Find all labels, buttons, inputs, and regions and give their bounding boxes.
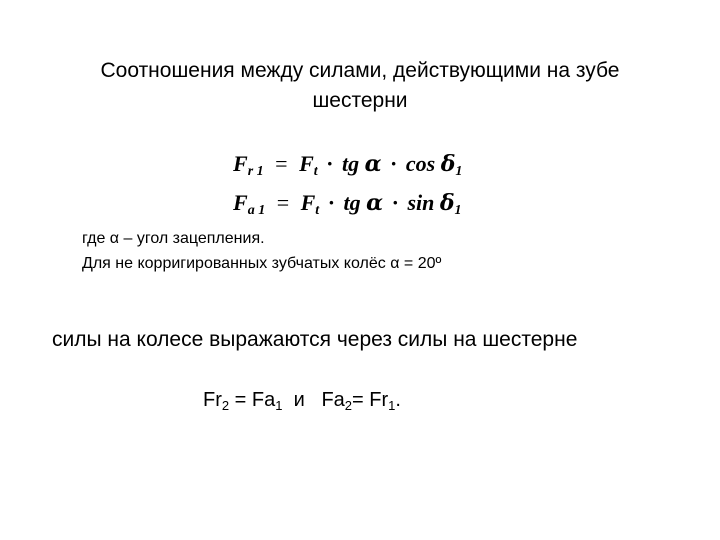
formula-subscript: t	[313, 164, 318, 179]
function-tg: tg	[343, 190, 361, 215]
relation-subscript: 1	[388, 398, 396, 413]
formula-symbol: F	[233, 190, 248, 215]
relation-subscript: 2	[221, 398, 230, 413]
formula-subscript: t	[315, 203, 320, 218]
formula-subscript: 1	[454, 203, 462, 218]
equals-sign: =	[275, 151, 288, 176]
relation-part: Fr	[203, 389, 222, 411]
function-tg: tg	[341, 151, 360, 176]
formula-symbol: F	[299, 151, 314, 176]
formula-symbol: F	[300, 190, 316, 215]
alpha-symbol: α	[364, 151, 382, 177]
wheel-forces-text: силы на колесе выражаются через силы на шестерне	[52, 328, 578, 351]
formula-symbol: F	[233, 151, 248, 176]
formula-subscript: 1	[455, 164, 463, 179]
multiply-dot: ·	[390, 151, 398, 176]
formula-subscript: a 1	[247, 203, 266, 218]
equals-sign: =	[276, 190, 290, 215]
delta-symbol: δ	[440, 151, 456, 177]
function-cos: cos	[405, 151, 436, 176]
title-line-2: шестерни	[312, 89, 408, 112]
multiply-dot: ·	[326, 151, 334, 176]
relation-part: = Fa	[229, 389, 276, 411]
force-relation	[203, 386, 401, 420]
multiply-dot: ·	[391, 190, 399, 215]
formula-axial-force	[233, 187, 462, 226]
formula-radial-force	[233, 148, 462, 187]
slide-title	[40, 56, 680, 116]
notes-block	[82, 226, 441, 276]
multiply-dot: ·	[327, 190, 336, 215]
relation-part: = Fr	[352, 389, 389, 411]
relation-subscript: 2	[344, 398, 353, 413]
relation-part: .	[395, 389, 401, 411]
delta-symbol: δ	[439, 190, 455, 216]
alpha-symbol: α	[366, 190, 384, 216]
note-angle-definition: где α – угол зацепления.	[82, 230, 265, 247]
formula-subscript: r 1	[247, 164, 264, 179]
note-angle-value: Для не корригированных зубчатых колёс α = 20º	[82, 255, 442, 272]
title-line-1: Соотношения между силами, действующими на зубе	[100, 59, 620, 82]
formula-block	[233, 148, 462, 226]
function-sin: sin	[407, 190, 435, 215]
relation-part: и Fa	[282, 389, 345, 411]
relation-subscript: 1	[275, 398, 283, 413]
